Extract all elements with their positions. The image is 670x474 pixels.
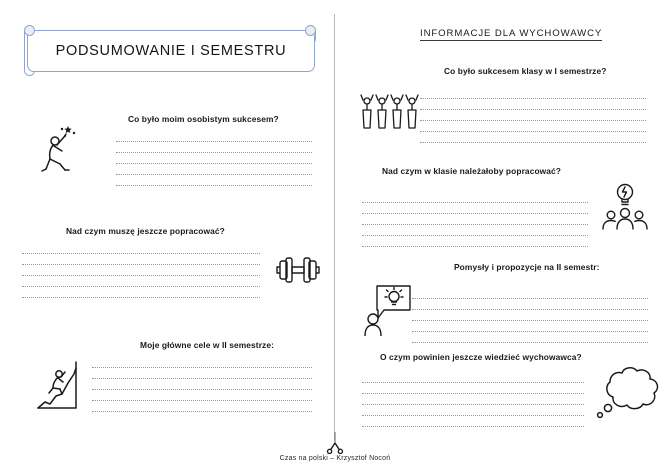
question-label: Co było sukcesem klasy w I semestrze? (444, 66, 607, 76)
answer-line[interactable] (22, 254, 260, 265)
answer-line[interactable] (116, 164, 312, 175)
person-reaching-star-icon (38, 120, 88, 182)
answer-line[interactable] (116, 175, 312, 186)
cheering-group-icon (358, 88, 420, 138)
answer-line[interactable] (362, 372, 584, 383)
answer-line[interactable] (92, 357, 312, 368)
group-lightbulb-icon (598, 182, 652, 234)
footer-credit: Czas na polski – Krzysztof Nocoń (279, 455, 391, 462)
answer-lines[interactable] (412, 288, 648, 343)
answer-line[interactable] (116, 142, 312, 153)
answer-line[interactable] (420, 121, 646, 132)
answer-line[interactable] (362, 416, 584, 427)
answer-line[interactable] (362, 203, 588, 214)
answer-line[interactable] (362, 383, 584, 394)
mountain-climber-icon (34, 358, 86, 414)
question-label: Nad czym w klasie należałoby popracować? (382, 166, 562, 176)
answer-line[interactable] (362, 192, 588, 203)
answer-line[interactable] (22, 287, 260, 298)
person-idea-bubble-icon (364, 284, 414, 336)
scissors-icon (325, 432, 345, 454)
answer-line[interactable] (362, 214, 588, 225)
answer-line[interactable] (92, 390, 312, 401)
answer-line[interactable] (362, 225, 588, 236)
question-label: Pomysły i propozycje na II semestr: (454, 262, 600, 272)
answer-line[interactable] (420, 132, 646, 143)
answer-line[interactable] (362, 405, 584, 416)
page-title: PODSUMOWANIE I SEMESTRU (55, 43, 287, 59)
answer-lines[interactable] (22, 243, 260, 298)
answer-line[interactable] (22, 265, 260, 276)
answer-line[interactable] (420, 99, 646, 110)
cut-divider-line (334, 14, 335, 440)
answer-line[interactable] (22, 276, 260, 287)
question-label: Moje główne cele w II semestrze: (140, 340, 274, 350)
answer-line[interactable] (92, 379, 312, 390)
answer-line[interactable] (412, 288, 648, 299)
answer-line[interactable] (412, 310, 648, 321)
answer-line[interactable] (362, 236, 588, 247)
thought-cloud-icon (588, 362, 666, 424)
answer-lines[interactable] (116, 131, 312, 186)
question-label: O czym powinien jeszcze wiedzieć wychowawca? (380, 352, 582, 362)
dumbbell-icon (272, 253, 324, 287)
answer-lines[interactable] (362, 372, 584, 427)
answer-line[interactable] (116, 153, 312, 164)
answer-line[interactable] (412, 299, 648, 310)
answer-line[interactable] (420, 110, 646, 121)
answer-lines[interactable] (420, 88, 646, 143)
answer-line[interactable] (412, 321, 648, 332)
answer-lines[interactable] (92, 357, 312, 412)
answer-line[interactable] (420, 88, 646, 99)
right-column-header: INFORMACJE DLA WYCHOWAWCY (420, 28, 603, 39)
question-label: Co było moim osobistym sukcesem? (128, 114, 279, 124)
answer-line[interactable] (92, 368, 312, 379)
question-label: Nad czym muszę jeszcze popracować? (66, 226, 225, 236)
answer-line[interactable] (116, 131, 312, 142)
answer-line[interactable] (412, 332, 648, 343)
answer-line[interactable] (22, 243, 260, 254)
answer-line[interactable] (362, 394, 584, 405)
answer-lines[interactable] (362, 192, 588, 247)
answer-line[interactable] (92, 401, 312, 412)
